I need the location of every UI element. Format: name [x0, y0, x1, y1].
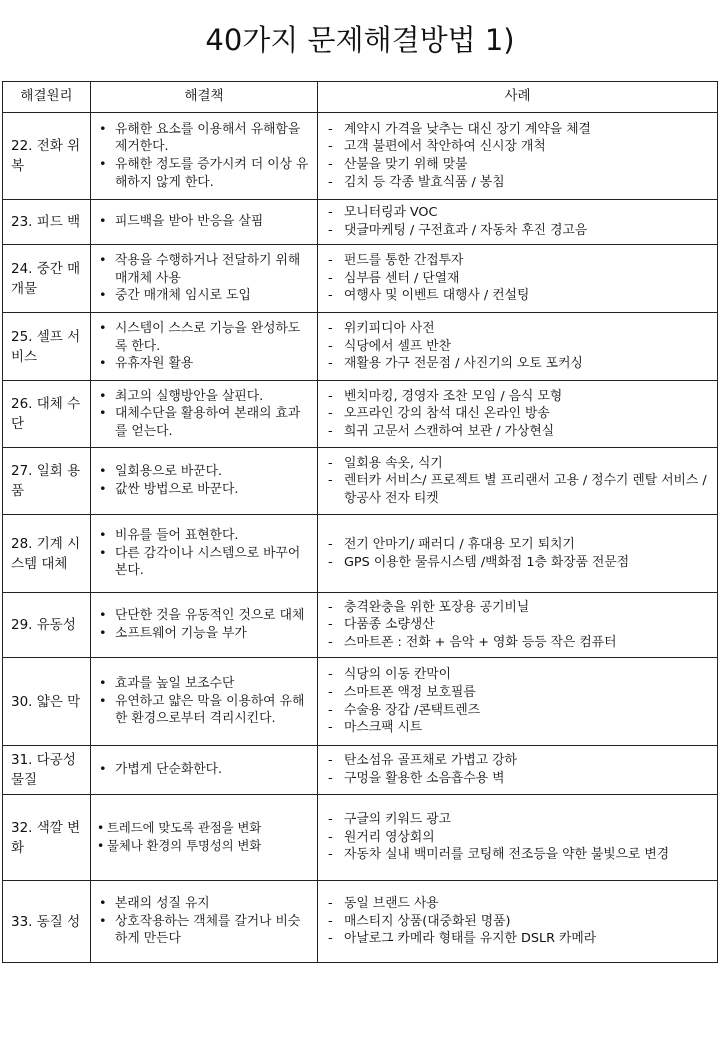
solution-cell	[91, 658, 318, 746]
example-cell	[318, 245, 718, 313]
principle-cell: 27. 일회 용품	[3, 448, 91, 515]
example-cell	[318, 593, 718, 658]
example-cell	[318, 313, 718, 381]
table-row	[3, 658, 718, 746]
solution-item: • 상호작용하는 객체를 갈거나 비슷하게 만든다	[97, 913, 311, 948]
solution-item: • 작용을 수행하거나 전달하기 위해 매개체 사용	[97, 252, 311, 287]
solution-item: • 유연하고 얇은 막을 이용하여 유해한 환경으로부터 격리시킨다.	[97, 693, 311, 728]
example-item: - 자동차 실내 백미러를 코팅해 전조등을 약한 불빛으로 변경	[324, 846, 711, 864]
table-row	[3, 313, 718, 381]
table-header-row	[3, 82, 718, 113]
solution-item: • 일회용으로 바꾼다.	[97, 463, 311, 481]
example-item: - 여행사 및 이벤트 대행사 / 컨설팅	[324, 287, 711, 305]
solution-item: • 효과를 높일 보조수단	[97, 675, 311, 693]
table-row	[3, 746, 718, 795]
solution-cell	[91, 515, 318, 593]
example-item: - 다품종 소량생산	[324, 616, 711, 634]
solution-cell	[91, 881, 318, 963]
example-item: - 식당에서 셀프 반찬	[324, 338, 711, 356]
principle-cell: 25. 셀프 서비스	[3, 313, 91, 381]
solution-item: • 중간 매개체 임시로 도입	[97, 287, 311, 305]
solution-item: • 비유를 들어 표현한다.	[97, 527, 311, 545]
table-row	[3, 795, 718, 881]
example-item: - 구글의 키워드 광고	[324, 811, 711, 829]
solution-cell	[91, 746, 318, 795]
solution-item: • 단단한 것을 유동적인 것으로 대체	[97, 607, 311, 625]
example-item: - 김치 등 각종 발효식품 / 봉침	[324, 174, 711, 192]
table-row	[3, 881, 718, 963]
example-item: - GPS 이용한 물류시스템 /백화점 1층 화장품 전문점	[324, 554, 711, 572]
header-principle: 해결원리	[3, 82, 91, 113]
principle-cell: 23. 피드 백	[3, 200, 91, 245]
example-item: - 재활용 가구 전문점 / 사진기의 오토 포커싱	[324, 355, 711, 373]
example-item: - 댓글마케팅 / 구전효과 / 자동차 후진 경고음	[324, 222, 711, 240]
example-item: - 전기 안마기/ 패러디 / 휴대용 모기 퇴치기	[324, 536, 711, 554]
page-title: 40가지 문제해결방법 1)	[205, 23, 515, 57]
header-example: 사례	[318, 82, 718, 113]
example-item: - 심부름 센터 / 단열재	[324, 270, 711, 288]
example-cell	[318, 200, 718, 245]
example-cell	[318, 658, 718, 746]
solution-cell	[91, 381, 318, 448]
solution-cell	[91, 448, 318, 515]
example-item: - 펀드를 통한 간접투자	[324, 252, 711, 270]
example-item: - 마스크팩 시트	[324, 719, 711, 737]
solution-item: • 피드백을 받아 반응을 살핌	[97, 213, 311, 231]
example-item: - 탄소섬유 골프채로 가볍고 강하	[324, 752, 711, 770]
example-item: - 동일 브랜드 사용	[324, 895, 711, 913]
example-cell	[318, 795, 718, 881]
principle-cell: 26. 대체 수단	[3, 381, 91, 448]
principle-cell: 30. 얇은 막	[3, 658, 91, 746]
principle-cell: 28. 기계 시스템 대체	[3, 515, 91, 593]
solution-cell	[91, 795, 318, 881]
example-item: - 스마트폰 : 전화 + 음악 + 영화 등등 작은 컴퓨터	[324, 634, 711, 652]
example-item: - 위키피디아 사전	[324, 320, 711, 338]
example-item: - 구멍을 활용한 소음흡수용 벽	[324, 770, 711, 788]
solution-item: • 최고의 실행방안을 살핀다.	[97, 388, 311, 406]
solution-item: • 시스템이 스스로 기능을 완성하도록 한다.	[97, 320, 311, 355]
solution-item: • 본래의 성질 유지	[97, 895, 311, 913]
solution-cell	[91, 593, 318, 658]
example-item: - 매스티지 상품(대중화된 명품)	[324, 913, 711, 931]
solution-cell	[91, 245, 318, 313]
example-item: - 오프라인 강의 참석 대신 온라인 방송	[324, 405, 711, 423]
solution-cell	[91, 200, 318, 245]
example-cell	[318, 746, 718, 795]
solution-item: • 가볍게 단순화한다.	[97, 761, 311, 779]
example-item: - 모니터링과 VOC	[324, 204, 711, 222]
header-solution: 해결책	[91, 82, 318, 113]
principle-cell: 32. 색깔 변화	[3, 795, 91, 881]
example-item: - 산불을 맞기 위해 맞불	[324, 156, 711, 174]
principle-cell: 31. 다공성 물질	[3, 746, 91, 795]
example-item: - 고객 불편에서 착안하여 신시장 개척	[324, 138, 711, 156]
example-item: - 일회용 속옷, 식기	[324, 455, 711, 473]
principle-cell: 29. 유동성	[3, 593, 91, 658]
example-item: - 벤치마킹, 경영자 조찬 모임 / 음식 모형	[324, 388, 711, 406]
problem-solving-table	[2, 81, 718, 963]
solution-cell	[91, 113, 318, 200]
example-item: - 충격완충을 위한 포장용 공기비닐	[324, 599, 711, 617]
table-row	[3, 113, 718, 200]
example-item: - 렌터카 서비스/ 프로젝트 별 프리랜서 고용 / 정수기 렌탈 서비스 / 항공사 전자 티켓	[324, 472, 711, 507]
solution-cell	[91, 313, 318, 381]
example-item: - 수술용 장갑 /콘택트렌즈	[324, 702, 711, 720]
example-item: - 계약시 가격을 낮추는 대신 장기 계약을 체결	[324, 121, 711, 139]
example-item: - 스마트폰 액정 보호필름	[324, 684, 711, 702]
solution-item: • 유해한 요소를 이용해서 유해함을 제거한다.	[97, 121, 311, 156]
solution-item: • 다른 감각이나 시스템으로 바꾸어본다.	[97, 545, 311, 580]
table-row	[3, 381, 718, 448]
table-row	[3, 448, 718, 515]
solution-item: • 유해한 정도를 증가시켜 더 이상 유해하지 않게 한다.	[97, 156, 311, 191]
principle-cell: 33. 동질 성	[3, 881, 91, 963]
example-cell	[318, 448, 718, 515]
solution-item: • 값싼 방법으로 바꾼다.	[97, 481, 311, 499]
table-row	[3, 245, 718, 313]
example-item: - 식당의 이동 칸막이	[324, 666, 711, 684]
table-row	[3, 200, 718, 245]
example-item: - 아날로그 카메라 형태를 유지한 DSLR 카메라	[324, 930, 711, 948]
solution-item: • 유휴자원 활용	[97, 355, 311, 373]
solution-item: • 트레드에 맞도록 관점을 변화	[97, 820, 311, 838]
example-item: - 희귀 고문서 스캔하여 보관 / 가상현실	[324, 423, 711, 441]
solution-item: • 소프트웨어 기능을 부가	[97, 625, 311, 643]
table-row	[3, 515, 718, 593]
principle-cell: 22. 전화 위복	[3, 113, 91, 200]
example-cell	[318, 515, 718, 593]
table-row	[3, 593, 718, 658]
solution-item: • 대체수단을 활용하여 본래의 효과를 얻는다.	[97, 405, 311, 440]
example-cell	[318, 381, 718, 448]
principle-cell: 24. 중간 매개물	[3, 245, 91, 313]
example-cell	[318, 113, 718, 200]
solution-item: • 물체나 환경의 투명성의 변화	[97, 838, 311, 856]
example-cell	[318, 881, 718, 963]
example-item: - 원거리 영상회의	[324, 829, 711, 847]
